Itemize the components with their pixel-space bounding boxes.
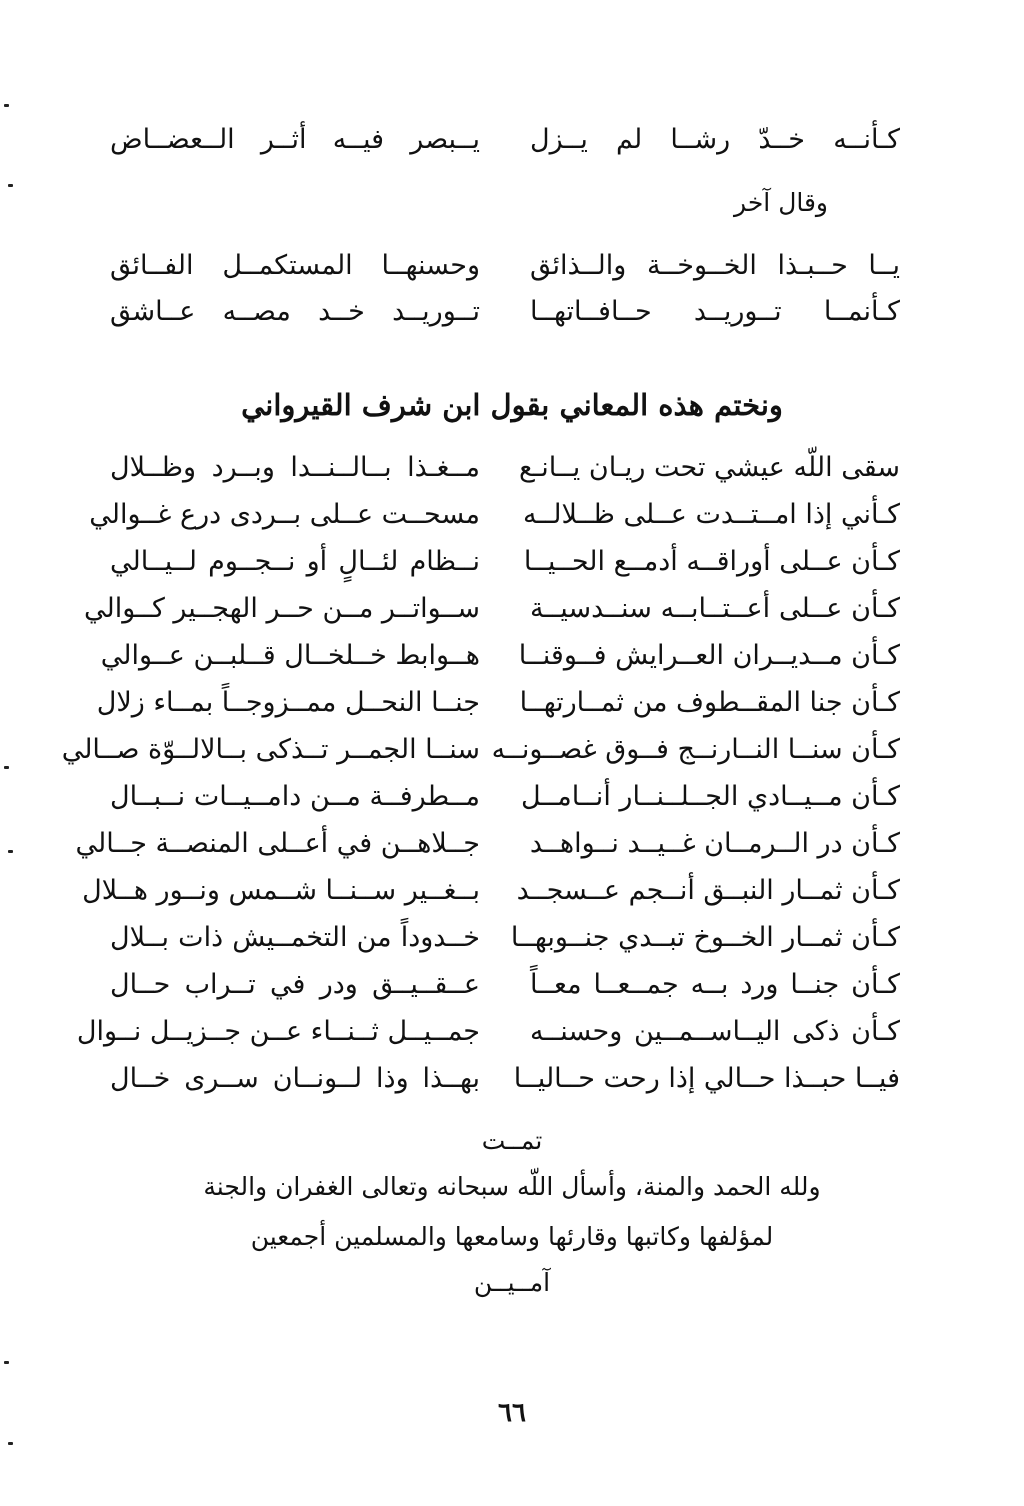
verse-row [110,777,900,817]
first-hemistich: كـأن ثمــار النبــق أنــجم عــسجــد [516,875,900,906]
second-hemistich: عــقــيــق ودر في تــراب حــال [110,969,480,1000]
scan-speck [4,766,9,769]
first-hemistich: كـأني إذا امــتــدت عــلى ظــلالــه [522,499,900,530]
second-hemistich: بهــذا وذا لــونــان ســرى خــال [110,1063,480,1094]
second-hemistich: تــوريــد خــد مصــه عــاشق [110,296,480,327]
verse-row [75,824,900,864]
verse-row [83,589,900,629]
amen-line: آمــيــن [473,1268,551,1297]
second-hemistich: نــظام لئــالٍ أو نــجــوم لــيــالي [110,546,480,577]
second-hemistich: خــدوداً من التخمــيش ذات بــلال [110,922,480,953]
closing-prayer-line-2: لمؤلفها وكاتبها وقارئها وسامعها والمسلمين أجمعين [250,1222,774,1251]
verse-row [61,730,900,770]
scan-speck [4,1361,9,1364]
first-hemistich: سقى اللّه عيشي تحت ريـان يــانـع [518,452,900,483]
verse-row [110,965,900,1005]
second-hemistich: هــوابط خــلخــال قــلبــن عــوالي [100,640,480,671]
scan-speck [8,1442,13,1445]
verse-row [82,871,900,911]
verse-row [110,246,900,286]
first-hemistich: كـأن عــلى أعــتــابــه سنــدسيــة [530,593,900,624]
scan-speck [8,184,13,187]
section-heading: ونختم هذه المعاني بقول ابن شرف القيرواني [241,388,783,422]
first-hemistich: يــا حــبـذا الخــوخــة والــذائق [530,250,900,281]
first-hemistich: كـأن مــيــادي الجــلــنــار أنــامــل [521,781,900,812]
second-hemistich: وحسنهــا المستكمــل الفــائق [110,250,480,281]
first-hemistich: كـأن در الــرمــان غــيــد نــواهــد [529,828,900,859]
first-hemistich: كـأن مــديــران العــرايش فــوقنــا [518,640,900,671]
first-hemistich: فيــا حبــذا حــالي إذا رحت حــاليــا [513,1063,900,1094]
second-hemistich: يــبصر فيــه أثــر الــعضــاض [110,124,480,155]
second-hemistich: مسحــت عــلى بــردى درع غــوالي [89,499,480,530]
scan-speck [8,850,13,853]
scan-speck [4,104,9,107]
first-hemistich: كـأن جنا المقــطوف من ثمــارتهــا [519,687,900,718]
verse-row [110,542,900,582]
verse-row [110,918,900,958]
first-hemistich: كـأنــه خــدّ رشــا لم يــزل [530,124,900,155]
verse-row [110,120,900,160]
first-hemistich: كـأن عــلى أوراقــه أدمــع الحــيــا [523,546,900,577]
completion-mark: تمــت [481,1126,543,1155]
first-hemistich: كـأن ذكى اليــاســمــين وحسنــه [530,1016,900,1047]
first-hemistich: كـأن سنــا النــارنــج فــوق غصــونــه [491,734,900,765]
verse-row [110,448,900,488]
first-hemistich: كـأنمــا تــوريــد حــافــاتهــا [530,296,900,327]
second-hemistich: مــغـذا بــالــنــدا وبــرد وظــلال [110,452,480,483]
verse-row [89,495,900,535]
second-hemistich: ســواتــر مــن حــر الهجــير كــوالي [83,593,480,624]
closing-prayer-line-1: ولله الحمد والمنة، وأسأل اللّه سبحانه وتعالى الغفران والجنة [203,1172,821,1201]
intro-line: وقال آخر [734,188,828,217]
second-hemistich: جنــا النحــل ممــزوجــاً بمــاء زلال [96,687,480,718]
verse-row [110,1059,900,1099]
page-number: ٦٦ [498,1398,526,1428]
verse-row [96,683,900,723]
first-hemistich: كـأن ثمــار الخــوخ تبــدي جنــوبهــا [510,922,900,953]
second-hemistich: جــلاهــن في أعــلى المنصــة جــالي [75,828,480,859]
verse-row [76,1012,900,1052]
first-hemistich: كـأن جنــا ورد بــه جمــعــا معــاً [530,969,900,1000]
second-hemistich: مــطرفــة مــن دامــيــات نــبــال [110,781,480,812]
second-hemistich: بــغــير ســنــا شــمس ونــور هــلال [82,875,480,906]
verse-row [110,292,900,332]
second-hemistich: سنــا الجمــر تــذكى بــالالــوّة صــالي [61,734,480,765]
second-hemistich: جمــيــل ثــنــاء عــن جــزيــل نــوال [76,1016,480,1047]
verse-row [100,636,900,676]
